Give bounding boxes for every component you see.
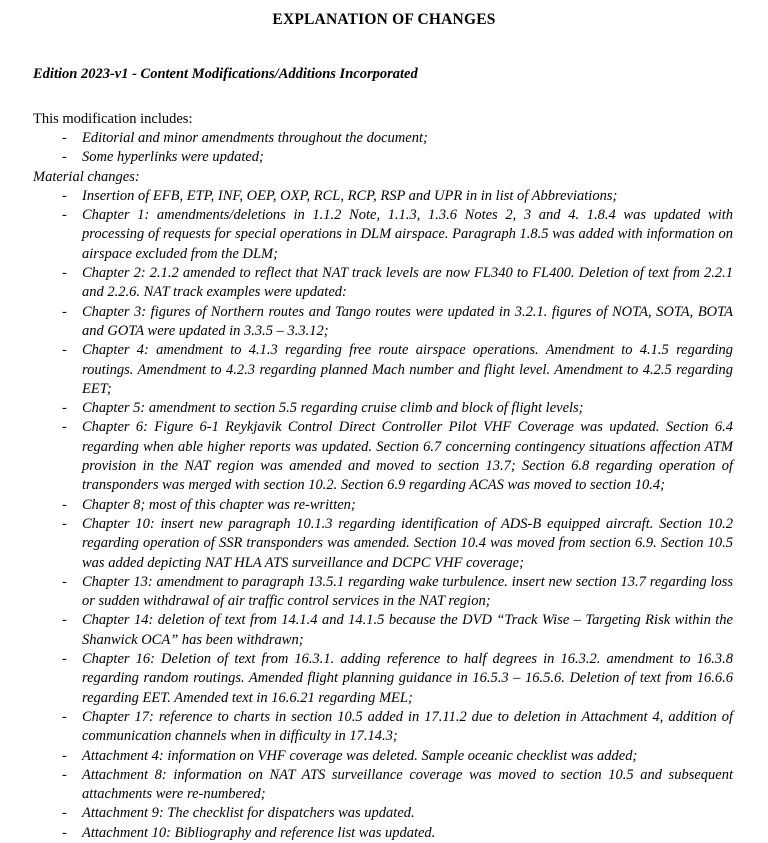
page-title: EXPLANATION OF CHANGES xyxy=(272,11,496,28)
bullet-dash-icon: - xyxy=(62,130,67,146)
list-item xyxy=(0,129,768,148)
bullet-dash-icon: - xyxy=(62,824,67,841)
list-item xyxy=(0,187,768,206)
bullet-dash-icon: - xyxy=(62,747,67,764)
list-item-text: Chapter 16: Deletion of text from 16.3.1. adding reference to half degrees in 16.3.2. amendment to 16.3.8 regarding random routings. Amended flight planning guidance in 16.5.3 – 16.5.6. Deletion of text from 16.6.6 regarding EET. Amended text in 16.6.21 regarding MEL; xyxy=(82,651,733,706)
material-changes-label: Material changes: xyxy=(33,168,140,185)
bullet-dash-icon: - xyxy=(62,303,67,320)
bullet-dash-icon: - xyxy=(62,342,67,359)
bullet-dash-icon: - xyxy=(62,187,67,204)
list-item-text: Chapter 14: deletion of text from 14.1.4 and 14.1.5 because the DVD “Track Wise – Targeting Risk within the Shanwick OCA” has been withdrawn; xyxy=(82,612,733,648)
list-item xyxy=(0,804,768,823)
bullet-dash-icon: - xyxy=(62,400,67,417)
list-item-text: Chapter 6: Figure 6-1 Reykjavik Control Direct Controller Pilot VHF Coverage was updated. Section 6.4 regarding when able higher reports was updated. Section 6.7 concerning contingency situations affection ATM provision in the NAT region was amended and moved to section 13.7; Section 6.8 regarding operation of transponders was merged with section 10.2. Section 6.9 regarding ACAS was moved to section 10.4; xyxy=(82,419,733,494)
intro-change-list xyxy=(0,129,768,168)
list-item xyxy=(0,573,768,612)
list-item-text: Chapter 10: insert new paragraph 10.1.3 regarding identification of ADS-B equipped aircraft. Section 10.2 regarding operation of SSR transponders was amended. Section 10.4 was moved from section 6.9. Section 10.5 was added depicting NAT HLA ATS surveillance and DCPC VHF coverage; xyxy=(82,515,733,571)
list-item-text: Attachment 9: The checklist for dispatchers was updated. xyxy=(82,805,415,822)
list-item-text: Chapter 2: 2.1.2 amended to reflect that NAT track levels are now FL340 to FL400. Deletion of text from 2.2.1 and 2.2.6. NAT track examples were updated: xyxy=(82,265,733,301)
intro-line: This modification includes: xyxy=(33,111,193,127)
bullet-dash-icon: - xyxy=(62,419,67,436)
list-item xyxy=(0,496,768,515)
list-item-text: Chapter 13: amendment to paragraph 13.5.1 regarding wake turbulence. insert new section 13.7 regarding loss or sudden withdrawal of air traffic control services in the NAT region; xyxy=(82,573,733,610)
list-item xyxy=(0,418,768,495)
bullet-dash-icon: - xyxy=(62,149,67,166)
list-item-text: Attachment 8: information on NAT ATS surveillance coverage was moved to section 10.5 and subsequent attachments were re-numbered; xyxy=(82,766,733,803)
bullet-dash-icon: - xyxy=(62,496,67,513)
bullet-dash-icon: - xyxy=(62,708,67,725)
list-item xyxy=(0,766,768,805)
bullet-dash-icon: - xyxy=(62,805,67,822)
list-item xyxy=(0,650,768,708)
list-item xyxy=(0,264,768,303)
list-item-text: Some hyperlinks were updated; xyxy=(82,149,264,166)
list-item-text: Chapter 1: amendments/deletions in 1.1.2 Note, 1.1.3, 1.3.6 Notes 2, 3 and 4. 1.8.4 was updated with processing of requests for special operations in DLM airspace. Paragraph 1.8.5 was added with information on airspace excluded from the DLM; xyxy=(82,207,733,262)
bullet-dash-icon: - xyxy=(62,573,67,590)
list-item-text: Insertion of EFB, ETP, INF, OEP, OXP, RCL, RCP, RSP and UPR in in list of Abbreviations; xyxy=(82,187,618,204)
list-item xyxy=(0,399,768,418)
bullet-dash-icon: - xyxy=(62,612,67,629)
list-item-text: Chapter 17: reference to charts in section 10.5 added in 17.11.2 due to deletion in Attachment 4, addition of communication channels when in difficulty in 17.14.3; xyxy=(82,708,733,745)
bullet-dash-icon: - xyxy=(62,265,67,282)
list-item xyxy=(0,515,768,573)
list-item xyxy=(0,148,768,167)
bullet-dash-icon: - xyxy=(62,766,67,783)
list-item xyxy=(0,611,768,650)
list-item xyxy=(0,303,768,342)
list-item-text: Attachment 10: Bibliography and reference list was updated. xyxy=(82,824,436,841)
list-item-text: Editorial and minor amendments throughout the document; xyxy=(82,130,428,146)
list-item-text: Chapter 3: figures of Northern routes and Tango routes were updated in 3.2.1. figures of NOTA, SOTA, BOTA and GOTA were updated in 3.3.5 – 3.3.12; xyxy=(82,303,733,339)
list-item xyxy=(0,824,768,843)
bullet-dash-icon: - xyxy=(62,207,67,224)
list-item xyxy=(0,747,768,766)
bullet-dash-icon: - xyxy=(62,515,67,532)
material-change-list xyxy=(0,187,768,843)
list-item-text: Chapter 4: amendment to 4.1.3 regarding free route airspace operations. Amendment to 4.1.5 regarding routings. Amendment to 4.2.3 regarding planned Mach number and flight level. Amendment to 4.2.5 regarding EET; xyxy=(82,342,733,397)
list-item xyxy=(0,341,768,399)
list-item-text: Attachment 4: information on VHF coverage was deleted. Sample oceanic checklist was added; xyxy=(82,747,638,764)
bullet-dash-icon: - xyxy=(62,651,67,668)
list-item xyxy=(0,206,768,264)
list-item-text: Chapter 5: amendment to section 5.5 regarding cruise climb and block of flight levels; xyxy=(82,400,584,417)
list-item xyxy=(0,708,768,747)
edition-heading: Edition 2023-v1 - Content Modifications/Additions Incorporated xyxy=(33,66,418,82)
list-item-text: Chapter 8; most of this chapter was re-written; xyxy=(82,496,356,513)
